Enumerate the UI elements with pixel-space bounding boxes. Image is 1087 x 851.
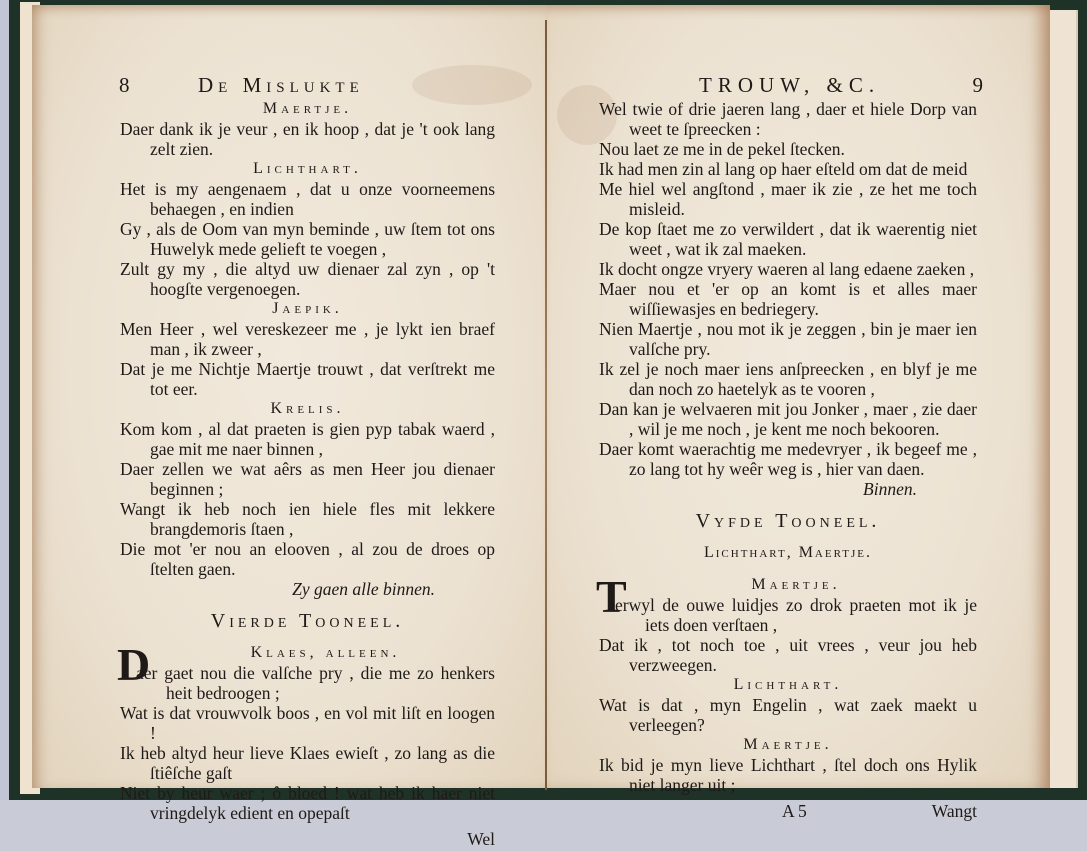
left-page-text — [117, 73, 495, 851]
verse-line: De kop ſtaet me zo verwildert , dat ik waerentig niet weet , wat ik zal maeken. — [599, 219, 977, 259]
verse-line: Wat is dat , myn Engelin , wat zaek maekt u verleegen? — [599, 695, 977, 735]
verse-line: Maer nou et 'er op an komt is et alles maer wiſſiewasjes en bedriegery. — [599, 279, 977, 319]
verse-line: Gy , als de Oom van myn beminde , uw ſtem tot ons Huwelyk mede gelieft te voegen , — [120, 219, 495, 259]
verse-line: Men Heer , wel vereskezeer me , je lykt ien braef man , ik zweer , — [120, 319, 495, 359]
background-surface — [0, 0, 9, 800]
speaker-name: Lichthart. — [253, 160, 362, 177]
scene-heading: Vierde Tooneel. — [210, 610, 405, 632]
verse-line: Dan kan je welvaeren mit jou Jonker , maer , zie daer , wil je me noch , je kent me noch bekooren. — [599, 399, 977, 439]
verse-line: Dat je me Nichtje Maertje trouwt , dat verſtrekt me tot eer. — [120, 359, 495, 399]
speaker-label: Klaes, alleen. — [250, 644, 401, 661]
scene-opening — [117, 639, 495, 823]
right-page-text — [596, 73, 983, 823]
verse-line: Daer dank ik je veur , en ik hoop , dat je 't ook lang zelt zien. — [120, 119, 495, 159]
catchword: Wangt — [931, 801, 977, 821]
verse-line: Ik docht ongze vryery waeren al lang edaene zaeken , — [599, 259, 975, 279]
speaker-name — [615, 575, 977, 595]
running-header — [120, 75, 495, 99]
running-header — [599, 73, 983, 99]
verse-line: Ik heb altyd heur lieve Klaes ewieſt , zo lang as die ſtiêſche gaſt — [120, 743, 495, 783]
verse-line: Ik bid je myn lieve Lichthart , ſtel doch ons Hylik niet langer uit ; — [599, 755, 977, 795]
page-footer — [120, 829, 495, 851]
page-footer — [599, 801, 977, 823]
verse-line: Wat is dat vrouwvolk boos , en vol mit liſt en loogen ! — [120, 703, 495, 743]
speaker-name: Maertje. — [262, 100, 353, 117]
scene-dialogue — [599, 595, 977, 795]
speaker-name: Maertje. — [743, 736, 833, 753]
verse-line: Niet by heur waer ; ô bloed ! wat heb ik haer niet vringdelyk edient en opepaſt — [120, 783, 495, 823]
page-number: 9 — [972, 73, 983, 97]
scene-dialogue — [120, 663, 495, 823]
verse-line: Daer zellen we wat aêrs as men Heer jou dienaer beginnen ; — [120, 459, 495, 499]
drop-cap: T — [596, 571, 627, 622]
verse-line: Ik zel je noch maer iens anſpreecken , en blyf je me dan noch zo haetelyk as te vooren , — [599, 359, 977, 399]
verse-line: Nou laet ze me in de pekel ſtecken. — [599, 139, 845, 159]
running-title: TROUW, &C. — [699, 73, 881, 97]
verse-line: Zult gy my , die altyd uw dienaer zal zyn , op 't hoogſte vergenoegen. — [120, 259, 495, 299]
speaker-name: Jaepik. — [272, 300, 343, 317]
dialogue-section — [120, 99, 495, 599]
page-number: 8 — [119, 73, 130, 97]
speaker-name: Lichthart. — [733, 676, 843, 693]
left-page — [32, 5, 547, 849]
scene-characters: Lichthart, Maertje. — [703, 544, 872, 561]
verse-line: aer gaet nou die valſche pry , die me zo henkers heit bedroogen ; — [136, 663, 495, 703]
verse-line: Dat ik , tot noch toe , uit vrees , veur jou heb verzweegen. — [599, 635, 977, 675]
speaker-label: Maertje. — [751, 576, 841, 593]
dialogue-section — [599, 99, 977, 499]
verse-line: Nien Maertje , nou mot ik je zeggen , bin je maer ien valſche pry. — [599, 319, 977, 359]
verse-line: Kom kom , al dat praeten is gien pyp tabak waerd , gae mit me naer binnen , — [120, 419, 495, 459]
verse-line: Wangt ik heb noch ien hiele fles mit lekkere brangdemoris ſtaen , — [120, 499, 495, 539]
verse-line: Het is my aengenaem , dat u onze voorneemens behaegen , en indien — [120, 179, 495, 219]
scene-opening — [596, 571, 977, 795]
running-title: De Mislukte — [198, 73, 364, 97]
stage-direction: Binnen. — [863, 479, 917, 499]
scene-heading: Vyfde Tooneel. — [695, 510, 881, 532]
signature-mark: A 5 — [782, 801, 807, 821]
verse-line: Daer komt waerachtig me medevryer , ik begeef me , zo lang tot hy weêr weg is , hier van daen. — [599, 439, 977, 479]
catchword: Wel — [467, 829, 495, 849]
verse-line: Wel twie of drie jaeren lang , daer et hiele Dorp van weet te ſpreecken : — [599, 99, 977, 139]
verse-line: Die mot 'er nou an elooven , al zou de droes op ſtelten gaen. — [120, 539, 495, 579]
verse-line: erwyl de ouwe luidjes zo drok praeten mot ik je iets doen verſtaen , — [615, 595, 977, 635]
speaker-name — [136, 643, 495, 663]
right-page — [547, 5, 1050, 821]
verse-line: Me hiel wel angſtond , maer ik zie , ze het me toch misleid. — [599, 179, 977, 219]
stage-direction: Zy gaen alle binnen. — [292, 579, 435, 599]
verse-line: Ik had men zin al lang op haer eſteld om dat de meid — [599, 159, 968, 179]
speaker-name: Krelis. — [270, 400, 345, 417]
drop-cap: D — [117, 639, 151, 690]
